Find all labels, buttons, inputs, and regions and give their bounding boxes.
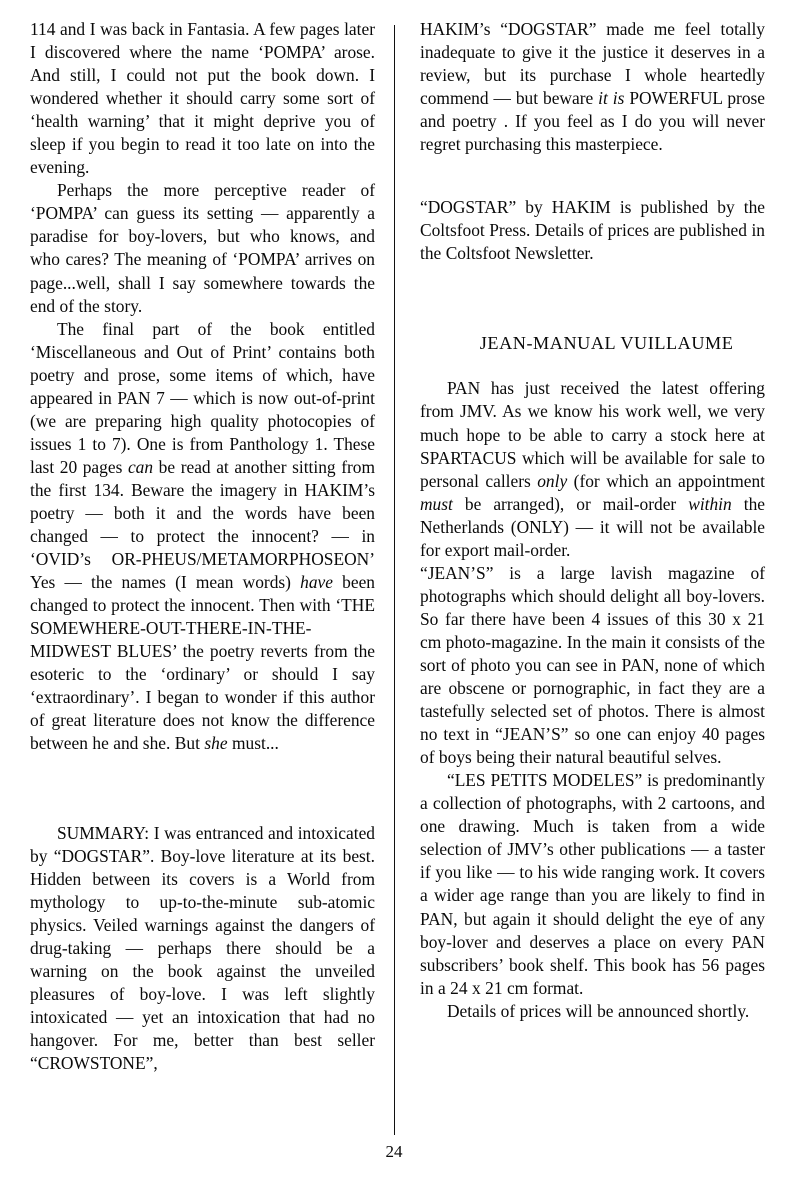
paragraph-spacer xyxy=(420,156,765,196)
paragraph-publisher-note: “DOGSTAR” by HAKIM is published by the Coltsfoot Press. Details of prices are published in the Coltsfoot Newsletter. xyxy=(420,197,765,264)
emphasis-text: must xyxy=(420,493,453,514)
page-number: 24 xyxy=(385,1142,403,1161)
heading-bottom-spacer xyxy=(420,355,765,377)
paragraph-final-part: The final part of the book entitled ‘Miscellaneous and Out of Print’ contains both poetry and prose, some items of which, have appeared in PAN 7 — which is now out-of-print (we are preparing high quality photocopies of issues 1 to 7). One is from Panthology 1. These last 20 pages can be read at another sitting from the first 134. Beware the imagery in HAKIM’s poetry — both it and the words have been changed — to protect the innocent? — in ‘OVID’s OR-PHEUS/METAMORPHOSEON’ Yes — the names (I mean words) have been changed to protect the innocent. Then with ‘THE SOMEWHERE-OUT-THERE-IN-THE-MIDWEST BLUES’ the poetry reverts from the esoteric to the ‘ordinary’ or should I say ‘extraordinary’. I began to wonder if this author of great literature does not know the difference between he and she. But she must... xyxy=(30,318,376,754)
left-text-column xyxy=(30,18,375,1075)
paragraph-les-petits-modeles: “LES PETITS MODELES” is predominantly a collection of photographs, with 2 cartoons, and one drawing. Much is taken from a wide selection of JMV’s other publications — a taster if you like — to his wide ranging work. It covers a wider age range than you are likely to find in PAN, but again it should delight the eye of any boy-lover and deserves a place on every PAN subscribers’ book shelf. This book has 56 pages in a 24 x 21 cm format. xyxy=(420,770,765,998)
paragraph-hakim-dogstar: HAKIM’s “DOGSTAR” made me feel totally inadequate to give it the justice it deserves in a review, but its purchase I whole heartedly commend — but beware it is POWERFUL prose and poetry . If you feel as I do you will never regret purchasing this masterpiece. xyxy=(420,19,766,155)
emphasis-text: within xyxy=(688,493,732,514)
paragraph-jeans-magazine: “JEAN’S” is a large lavish magazine of photographs which should delight all boy-lovers. So far there have been 4 issues of this 30 x 21 cm photo-magazine. In the main it consists of the sort of photo you can see in PAN, none of which are obscene or pornographic, in fact they are a tastefully selected set of photos. There is almost no text in “JEAN’S” so one can enjoy 40 pages of boys being their natural beautiful selves. xyxy=(420,562,765,768)
heading-spacer xyxy=(420,265,765,331)
emphasis-text: can xyxy=(127,456,154,477)
emphasis-text: she xyxy=(204,733,228,754)
emphasis-text: it is xyxy=(598,88,625,109)
paragraph-pan-offering: PAN has just received the latest offering from JMV. As we know his work well, we very much hope to be able to carry a stock here at SPARTACUS which will be available for sale to personal callers only (for which an appointment must be arranged), or mail-order within the Netherlands (ONLY) — it will not be available for export mail-order. xyxy=(420,378,765,560)
emphasis-text: have xyxy=(300,572,333,593)
paragraph-fantasia: 114 and I was back in Fantasia. A few pages later I discovered where the name ‘POMPA’ arose. And still, I could not put the book down. I wondered whether it should carry some sort of ‘health warning’ that it might deprive you of sleep if you begin to read it too late on into the evening. xyxy=(30,19,375,178)
section-heading-jean-manual-vuillaume: JEAN-MANUAL VUILLAUME xyxy=(479,333,734,354)
paragraph-details-prices: Details of prices will be announced shortly. xyxy=(446,1000,750,1021)
section-spacer xyxy=(30,756,375,822)
emphasis-text: only xyxy=(537,470,568,491)
right-text-column xyxy=(420,18,765,1023)
paragraph-summary: SUMMARY: I was entranced and intoxicated by “DOGSTAR”. Boy-love literature at its best. Hidden between its covers is a World from mythology to up-to-the-minute sub-atomic physics. Veiled warnings against the dangers of drug-taking — perhaps there should be a warning on the book against the unveiled pleasures of boy-love. I was left slightly intoxicated — yet an intoxication that had no hangover. For me, better than best seller “CROWSTONE”, xyxy=(30,822,375,1073)
column-divider-rule xyxy=(394,25,395,1135)
paragraph-perceptive-reader: Perhaps the more perceptive reader of ‘POMPA’ can guess its setting — apparently a paradise for boy-lovers, but who knows, and who cares? The meaning of ‘POMPA’ arrives on page...well, shall I say somewhere towards the end of the story. xyxy=(30,180,375,316)
